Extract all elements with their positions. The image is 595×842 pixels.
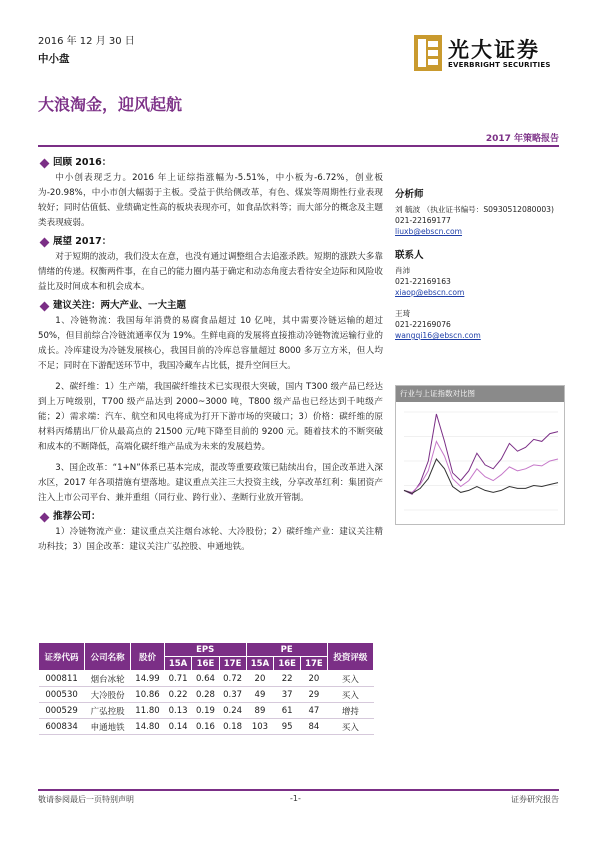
report-date: 2016 年 12 月 30 日 [38,36,135,47]
chart-series-line [404,441,558,492]
section-outlook [38,235,383,295]
chart-title: 行业与上证指数对比图 [396,386,564,402]
page-title: 大浪淘金，迎风起航 [38,95,183,114]
paragraph: 对于短期的波动，我们没太在意，也没有通过调整组合去追涨杀跌。短期的涨跌大多靠情绪的传递。权衡两件事，在自己的能力圈内基于确定和动态角度去看待安全边际和风险收益比及时间成本和机会成本。 [38,252,383,292]
table-row: 600834 申通地铁 14.80 0.14 0.16 0.18 103 95 84 买入 [39,719,374,735]
contact-email-link[interactable]: xiaop@ebscn.com [395,288,465,297]
logo-text-cn: 光大证券 [448,38,540,62]
analyst-phone: 021-22169177 [395,216,451,225]
footer-divider [38,789,559,791]
header-cell: 公司名称 [85,643,131,671]
diamond-bullet-icon [40,158,50,168]
analyst-name: 刘 毓波 （执业证书编号：S0930512080003) [395,205,554,214]
paragraph: 1、冷链物流：我国每年消费的易腐食品超过 10 亿吨，其中需要冷链运输的超过 50%，但目前综合冷链流通率仅为 19%。生鲜电商的发展将直接推动冷链物流运输行业的成长。冷库建设为冷链发展核心，我国目前的冷库总容量超过 8000 多万立方米，但人均不足；同时在下游配送环节中，我国冷藏车占比低，提升空间巨大。 [38,316,383,371]
comparison-chart [395,385,565,525]
header-cell: 证券代码 [39,643,85,671]
header-cell: 16E [274,657,301,671]
paragraph: 1）冷链物流产业：建议重点关注烟台冰轮、大冷股份；2）碳纤维产业：建议关注精功科技；3）国企改革：建议关注广弘控股、申通地铁。 [38,527,383,552]
header-cell: 17E [301,657,328,671]
sidebar [395,186,565,341]
logo-mark-icon [414,35,442,71]
analyst-email-link[interactable]: liuxb@ebscn.com [395,227,463,236]
analyst-heading: 分析师 [395,189,424,200]
paragraph: 3、国企改革：“1+N”体系已基本完成，混改等重要政策已陆续出台，国企改革进入深水区，2017 年各项措施有望落地。建议重点关注三大投资主线，分享改革红利：集团资产注入上市公司平台、兼并重组（同行业、跨行业）、垄断行业放开管制。 [38,463,383,503]
section-heading: 推荐公司： [38,510,383,524]
report-type: 2017 年策略报告 [485,134,559,144]
contact-name: 肖沛 [395,266,411,275]
contact-email-link[interactable]: wangqi16@ebscn.com [395,331,481,340]
section-recommend [38,510,383,555]
section-review [38,156,383,231]
diamond-bullet-icon [40,237,50,247]
header-cell: 16E [192,657,219,671]
table-row: 000529 广弘控股 11.80 0.13 0.19 0.24 89 61 47 增持 [39,703,374,719]
table-row: 000530 大冷股份 10.86 0.22 0.28 0.37 49 37 29 买入 [39,687,374,703]
contact-name: 王琦 [395,309,411,318]
report-sector: 中小盘 [38,53,70,65]
header-cell: PE [246,643,327,657]
header-cell: 15A [164,657,192,671]
recommendation-table [38,642,374,735]
footer-label: 证券研究报告 [511,795,559,804]
header-cell: 股价 [131,643,165,671]
contact-phone: 021-22169163 [395,277,451,286]
logo [414,33,564,73]
contact-heading: 联系人 [395,250,424,261]
line-chart [396,402,564,524]
main-content [38,152,383,555]
header-cell: 投资评级 [327,643,373,671]
chart-series-line [404,414,558,494]
section-heading: 回顾 2016： [38,156,383,170]
logo-text-en: EVERBRIGHT SECURITIES [448,61,551,69]
header-cell: 15A [246,657,274,671]
section-heading: 建议关注：两大产业、一大主题 [38,299,383,313]
contact-phone: 021-22169076 [395,320,451,329]
section-focus [38,299,383,506]
header-cell: EPS [164,643,246,657]
header-divider [38,145,559,147]
page-number: -1- [290,794,301,803]
diamond-bullet-icon [40,301,50,311]
diamond-bullet-icon [40,512,50,522]
section-heading: 展望 2017： [38,235,383,249]
paragraph: 中小创表现乏力。2016 年上证综指涨幅为-5.51%，中小板为-6.72%，创业板为-20.98%，中小市创大幅弱于主板。受益于供给侧改革，有色、煤炭等周期性行业表现较好；同时估值低、业绩确定性高的板块表现亦可，如食品饮料等；而大部分的概念及主题类表现疲弱。 [38,173,383,228]
header-cell: 17E [219,657,246,671]
table-row: 000811 烟台冰轮 14.99 0.71 0.64 0.72 20 22 20 买入 [39,671,374,687]
footer-disclaimer: 敬请参阅最后一页特别声明 [38,795,134,804]
paragraph: 2、碳纤维：1）生产端，我国碳纤维技术已实现很大突破，国内 T300 级产品已经达到上万吨级别，T700 级产品达到 2000~3000 吨，T800 级产品也已经达到千吨级产能；2）需求端：汽车、航空和风电将成为打开下游市场的突破口；3）价格：碳纤维的原材料丙烯腈出厂价从最高点的 21500 元/吨下降至目前的 9200 元。随着技术的不断突破和成本的不断降低，高端化碳纤维产品成为未来的发展趋势。 [38,382,383,452]
